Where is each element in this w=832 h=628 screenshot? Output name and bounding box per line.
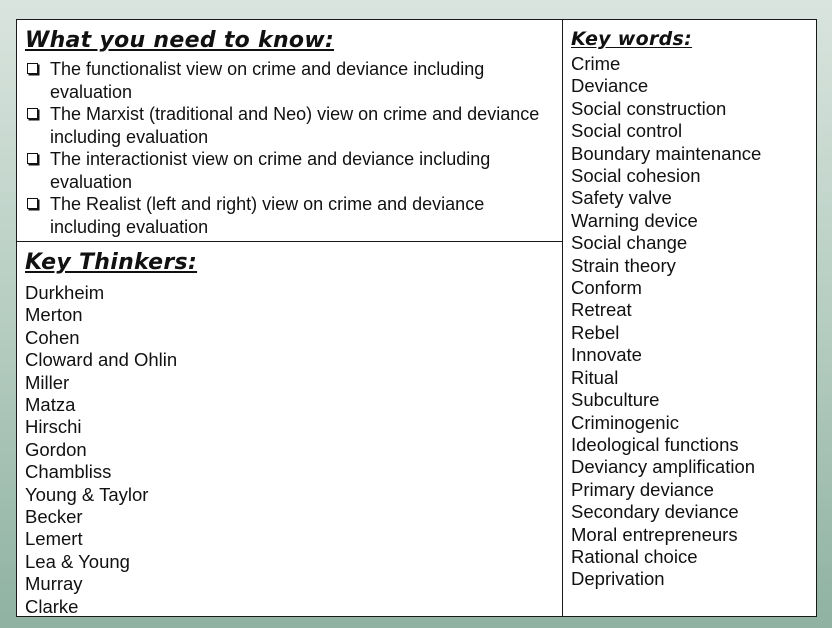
thinker-item-text: Becker [25, 506, 83, 528]
thinker-item [25, 596, 554, 618]
key-word-item-text: Innovate [571, 344, 642, 366]
key-word-item [571, 434, 816, 456]
key-word-item [571, 120, 816, 142]
key-word-item-text: Ideological functions [571, 433, 739, 455]
checklist-item-text: The functionalist view on crime and deviance including evaluation [50, 59, 485, 102]
key-word-item [571, 389, 816, 411]
key-word-item-text: Social change [571, 232, 688, 254]
key-word-item [571, 456, 816, 478]
key-word-item-text: Boundary maintenance [571, 142, 762, 164]
key-word-item-text: Rebel [571, 321, 620, 343]
key-word-item [571, 187, 816, 209]
thinker-item [25, 372, 554, 394]
need-to-know-list [25, 58, 554, 238]
checklist-item [25, 148, 554, 193]
key-word-item [571, 143, 816, 165]
checklist-item-text: The Realist (left and right) view on crime and deviance including evaluation [50, 194, 485, 237]
thinker-item [25, 349, 554, 371]
thinker-item-text: Cloward and Ohlin [25, 349, 178, 371]
key-thinkers-list [25, 282, 554, 618]
key-word-item-text: Social control [571, 120, 683, 142]
key-word-item-text: Deviance [571, 75, 649, 97]
thinker-item-text: Cohen [25, 326, 80, 348]
checklist-item [25, 103, 554, 148]
left-column [17, 20, 563, 616]
thinker-item-text: Murray [25, 573, 83, 595]
key-word-item-text: Strain theory [571, 254, 676, 276]
thinker-item-text: Young & Taylor [25, 483, 149, 505]
key-word-item-text: Secondary deviance [571, 501, 739, 523]
checkbox-icon [27, 153, 38, 164]
key-word-item [571, 367, 816, 389]
key-words-list [571, 53, 816, 591]
thinker-item [25, 484, 554, 506]
need-to-know-box [17, 20, 562, 242]
checklist-item-text: The interactionist view on crime and deviance including evaluation [50, 149, 491, 192]
key-word-item-text: Social construction [571, 97, 727, 119]
key-word-item [571, 232, 816, 254]
need-to-know-heading: What you need to know: [25, 28, 335, 53]
checklist-item-text: The Marxist (traditional and Neo) view on crime and deviance including evaluation [50, 104, 540, 147]
thinker-item-text: Miller [25, 371, 70, 393]
key-word-item-text: Primary deviance [571, 478, 714, 500]
thinker-item-text: Merton [25, 304, 83, 326]
thinker-item [25, 461, 554, 483]
key-thinkers-heading: Key Thinkers: [25, 250, 198, 275]
thinker-item [25, 551, 554, 573]
key-word-item [571, 479, 816, 501]
checkbox-icon [27, 108, 38, 119]
key-word-item [571, 75, 816, 97]
key-word-item-text: Subculture [571, 389, 660, 411]
thinker-item [25, 528, 554, 550]
thinker-item-text: Gordon [25, 438, 87, 460]
key-word-item [571, 98, 816, 120]
checkbox-icon [27, 63, 38, 74]
key-words-heading: Key words: [571, 28, 693, 50]
revision-sheet [16, 19, 817, 617]
key-word-item [571, 412, 816, 434]
key-word-item [571, 344, 816, 366]
thinker-item [25, 282, 554, 304]
thinker-item-text: Chambliss [25, 461, 112, 483]
thinker-item [25, 327, 554, 349]
thinker-item-text: Hirschi [25, 416, 82, 438]
key-word-item [571, 210, 816, 232]
key-word-item-text: Crime [571, 53, 621, 74]
checkbox-icon [27, 198, 38, 209]
key-word-item [571, 322, 816, 344]
key-word-item-text: Deviancy amplification [571, 456, 756, 478]
thinker-item [25, 439, 554, 461]
thinker-item [25, 304, 554, 326]
thinker-item-text: Matza [25, 394, 76, 416]
key-word-item-text: Deprivation [571, 568, 665, 590]
key-word-item [571, 546, 816, 568]
thinker-item [25, 573, 554, 595]
key-word-item [571, 501, 816, 523]
key-word-item-text: Moral entrepreneurs [571, 523, 738, 545]
key-word-item [571, 255, 816, 277]
checklist-item [25, 193, 554, 238]
key-word-item [571, 524, 816, 546]
key-word-item-text: Criminogenic [571, 411, 679, 433]
thinker-item-text: Clarke [25, 595, 79, 617]
thinker-item [25, 506, 554, 528]
thinker-item [25, 394, 554, 416]
key-word-item-text: Conform [571, 277, 642, 299]
thinker-item-text: Durkheim [25, 282, 105, 303]
thinker-item [25, 416, 554, 438]
key-word-item-text: Retreat [571, 299, 632, 321]
key-word-item-text: Social cohesion [571, 165, 701, 187]
key-word-item [571, 277, 816, 299]
key-thinkers-box [17, 242, 562, 616]
key-word-item [571, 299, 816, 321]
key-words-column [563, 20, 816, 616]
checklist-item [25, 58, 554, 103]
thinker-item-text: Lea & Young [25, 550, 130, 572]
key-word-item-text: Rational choice [571, 545, 698, 567]
key-word-item-text: Ritual [571, 366, 619, 388]
key-word-item [571, 53, 816, 75]
thinker-item-text: Lemert [25, 528, 83, 550]
key-word-item [571, 568, 816, 590]
key-word-item-text: Safety valve [571, 187, 672, 209]
key-word-item-text: Warning device [571, 209, 698, 231]
key-word-item [571, 165, 816, 187]
